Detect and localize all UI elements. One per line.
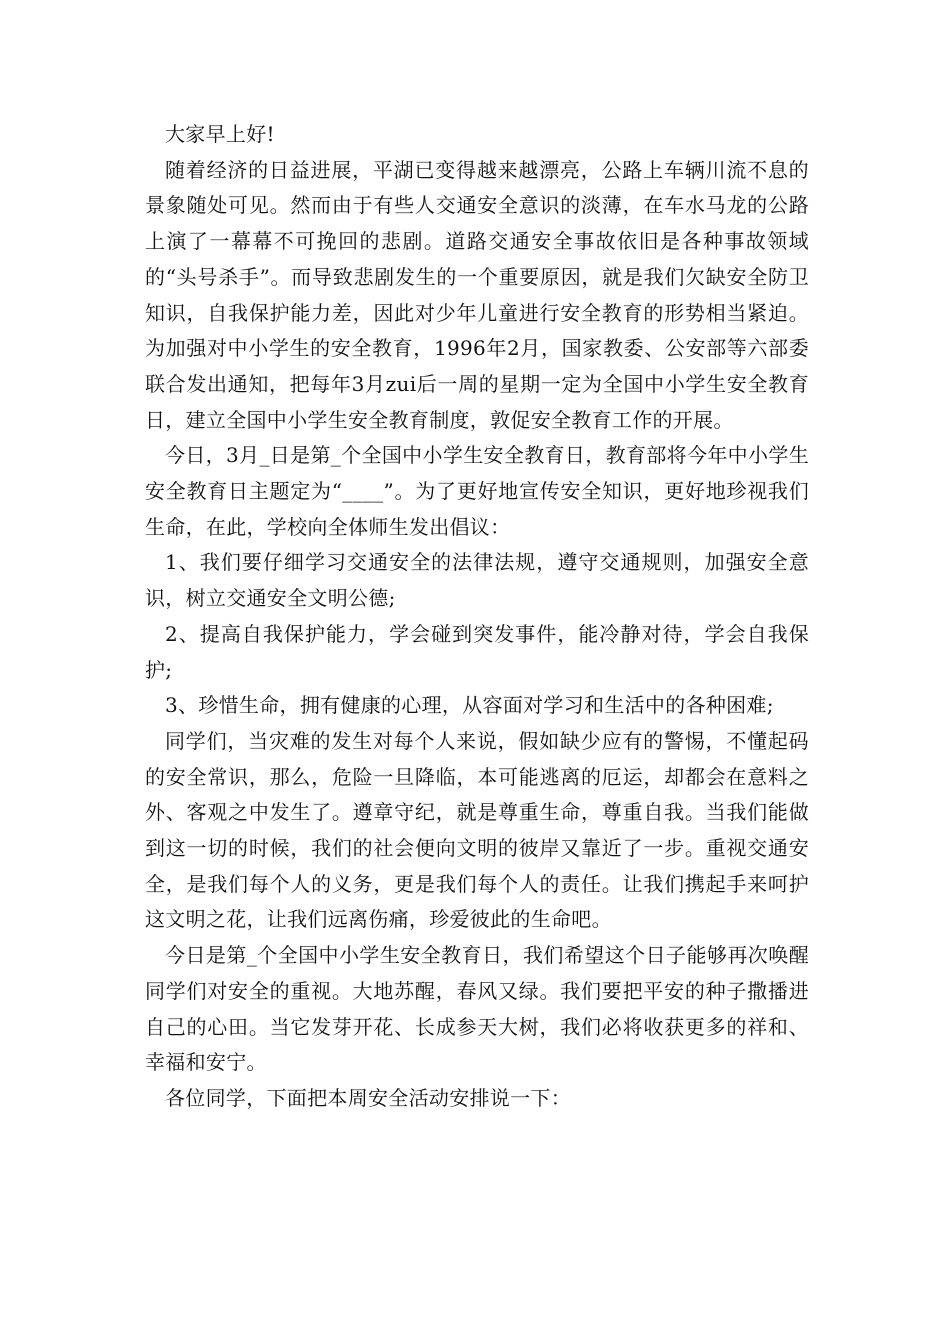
initiative-paragraph: 今日，3月_日是第_个全国中小学生安全教育日，教育部将今年中小学生安全教育日主题定为“____”。为了更好地宣传安全知识，更好地珍视我们生命，在此，学校向全体师生发出倡议： xyxy=(145,443,809,539)
greeting-paragraph: 大家早上好! xyxy=(165,122,275,146)
hope-paragraph: 今日是第_个全国中小学生安全教育日，我们希望这个日子能够再次唤醒同学们对安全的重视。大地苏醒，春风又绿。我们要把平安的种子撒播进自己的心田。当它发芽开花、长成参天大树，我们必将收获更多的祥和、幸福和安宁。 xyxy=(145,943,809,1075)
intro-paragraph: 随着经济的日益进展，平湖已变得越来越漂亮，公路上车辆川流不息的景象随处可见。然而由于有些人交通安全意识的淡薄，在车水马龙的公路上演了一幕幕不可挽回的悲剧。道路交通安全事故依旧是各种事故领域的“头号杀手”。而导致悲剧发生的一个重要原因，就是我们欠缺安全防卫知识，自我保护能力差，因此对少年儿童进行安全教育的形势相当紧迫。为加强对中小学生的安全教育，1996年2月，国家教委、公安部等六部委联合发出通知，把每年3月zui后一周的星期一定为全国中小学生安全教育日，建立全国中小学生安全教育制度，敦促安全教育工作的开展。 xyxy=(145,157,809,432)
proposal-item-1: 1、我们要仔细学习交通安全的法律法规，遵守交通规则，加强安全意识，树立交通安全文明公德; xyxy=(145,550,809,611)
closing-paragraph: 各位同学，下面把本周安全活动安排说一下： xyxy=(165,1085,571,1110)
proposal-item-2: 2、提高自我保护能力，学会碰到突发事件，能冷静对待，学会自我保护; xyxy=(145,621,809,682)
proposal-item-3: 3、珍惜生命，拥有健康的心理，从容面对学习和生活中的各种困难; xyxy=(165,693,774,718)
document-body xyxy=(145,117,809,1117)
appeal-paragraph: 同学们，当灾难的发生对每个人来说，假如缺少应有的警惕，不懂起码的安全常识，那么，危险一旦降临，本可能逃离的厄运，却都会在意料之外、客观之中发生了。遵章守纪，就是尊重生命，尊重自我。当我们能做到这一切的时候，我们的社会便向文明的彼岸又靠近了一步。重视交通安全，是我们每个人的义务，更是我们每个人的责任。让我们携起手来呵护这文明之花，让我们远离伤痛，珍爱彼此的生命吧。 xyxy=(145,728,809,932)
